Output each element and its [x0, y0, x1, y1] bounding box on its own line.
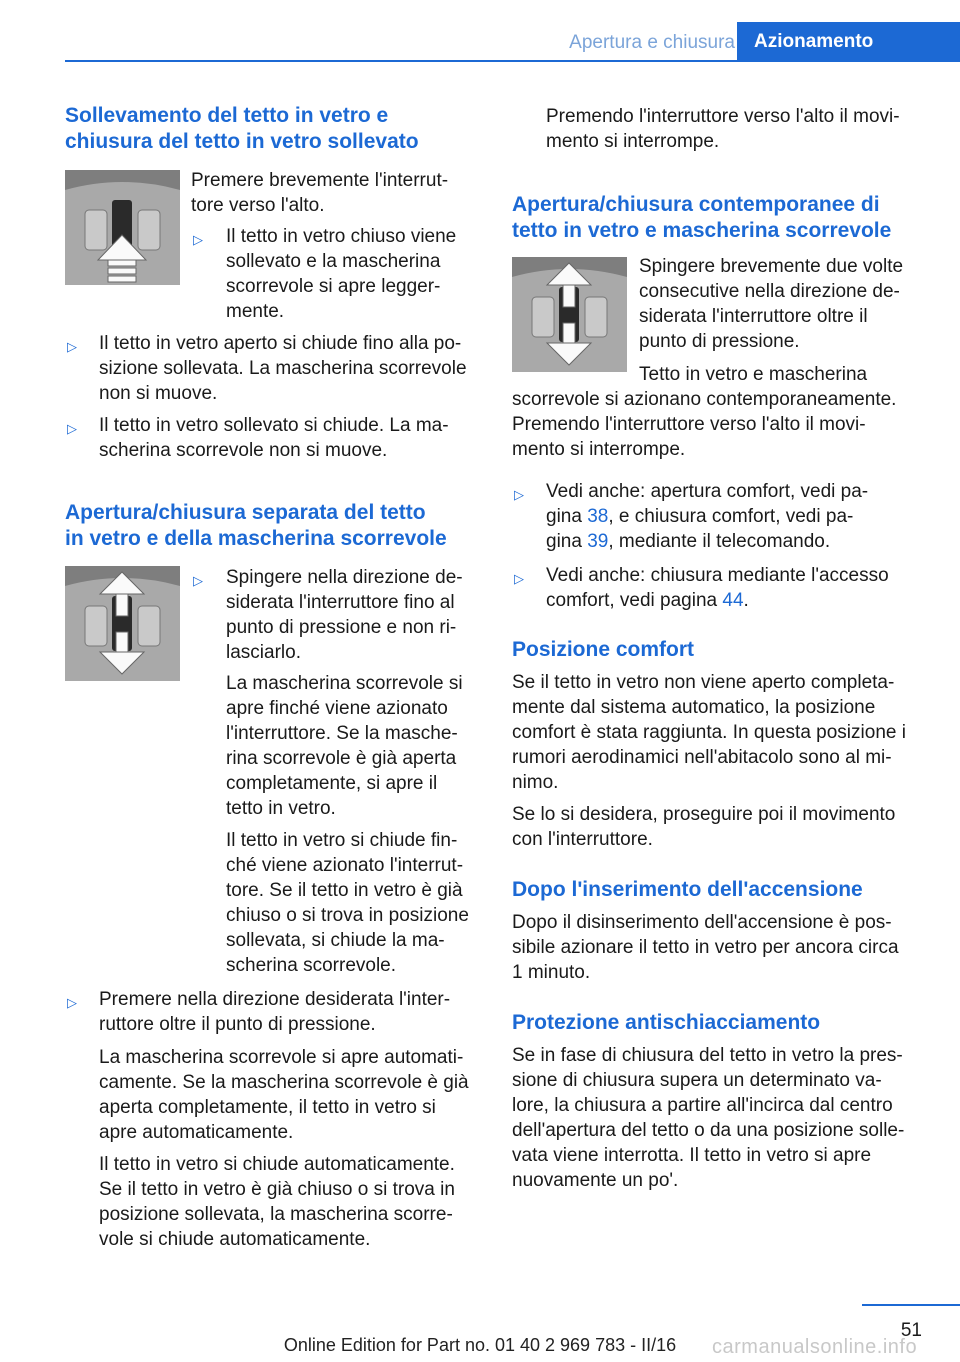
page-link[interactable]: 44 — [722, 590, 744, 611]
bullet-icon: ▷ — [67, 995, 77, 1010]
bullet-text: Spingere nella direzione de‐ siderata l'interruttore fino al punto di pressione e non ri‐ lasciarlo. — [226, 567, 463, 663]
paragraph: Se il tetto in vetro non viene aperto completa‐ mente dal sistema automatico, la posizione comfort è stata raggiunta. In questa posizione i rumori aerodinamici nell'abitacolo sono al mi‐ nimo. — [512, 672, 906, 793]
watermark: carmanualsonline.info — [712, 1336, 918, 1358]
page-number-rule — [862, 1304, 960, 1306]
heading-raise-glass-roof: Sollevamento del tetto in vetro e chiusura del tetto in vetro sollevato — [65, 104, 419, 153]
bullet-text: Premere nella direzione desiderata l'inter‐ ruttore oltre il punto di pressione. — [99, 989, 451, 1035]
bullet-icon: ▷ — [67, 421, 77, 436]
bullet-continuation: Il tetto in vetro si chiude automaticamente. Se il tetto in vetro è già chiuso o si trova in posizione sollevata, la mascherina scorre‐ vole si chiude automaticamente. — [99, 1154, 455, 1250]
header-chapter-tab: Azionamento — [737, 22, 960, 62]
paragraph: Se lo si desidera, proseguire poi il movimento con l'interruttore. — [512, 804, 896, 850]
paragraph: Spingere brevemente due volte consecutive nella direzione de‐ siderata l'interruttore oltre il punto di pressione. — [639, 256, 904, 352]
switch-up-down-image — [65, 566, 180, 681]
bullet-text: Il tetto in vetro aperto si chiude fino alla po‐ sizione sollevata. La mascherina scorrevole non si muove. — [99, 333, 467, 404]
switch-up-image — [65, 170, 180, 285]
heading-separate-open-close: Apertura/chiusura separata del tetto in vetro e della mascherina scorrevole — [65, 501, 447, 550]
page-number: 51 — [900, 1320, 922, 1341]
paragraph: Se in fase di chiusura del tetto in vetro la pres‐ sione di chiusura supera un determinato va‐ lore, la chiusura a partire all'incirca dal centro dell'apertura del tetto o da una posizione solle‐ vata viene interrotta. Il tetto in vetro si apre nuovamente un po'. — [512, 1045, 905, 1191]
paragraph: scorrevole si azionano contemporaneamente. Premendo l'interruttore verso l'alto il movi‐ mento si interrompe. — [512, 389, 897, 460]
footer-edition: Online Edition for Part no. 01 40 2 969 783 - II/16 — [283, 1335, 677, 1355]
heading-simultaneous-open-close: Apertura/chiusura contemporanee di tetto in vetro e mascherina scorrevole — [512, 193, 892, 242]
bullet-text: Vedi anche: apertura comfort, vedi pa‐ gina 38, e chiusura comfort, vedi pa‐ gina 39, mediante il telecomando. — [546, 481, 869, 552]
bullet-icon: ▷ — [193, 232, 203, 247]
header-section-title: Apertura e chiusura — [569, 32, 735, 53]
bullet-text: Il tetto in vetro sollevato si chiude. La ma‐ scherina scorrevole non si muove. — [99, 415, 449, 461]
bullet-text: Il tetto in vetro chiuso viene sollevato e la mascherina scorrevole si apre legger‐ mente. — [226, 226, 457, 322]
heading-after-ignition: Dopo l'inserimento dell'accensione — [512, 878, 863, 901]
bullet-icon: ▷ — [514, 571, 524, 586]
bullet-icon: ▷ — [193, 573, 203, 588]
header-rule — [65, 60, 960, 62]
switch-up-down-image — [512, 257, 627, 372]
heading-pinch-protection: Protezione antischiacciamento — [512, 1011, 821, 1034]
paragraph: Premendo l'interruttore verso l'alto il movi‐ mento si interrompe. — [546, 106, 900, 152]
bullet-text: Vedi anche: chiusura mediante l'accesso comfort, vedi pagina 44. — [546, 565, 889, 611]
bullet-continuation: La mascherina scorrevole si apre finché viene azionato l'interruttore. Se la masche‐ rina scorrevole è già aperta completamente, si apre il tetto in vetro. — [226, 673, 463, 819]
bullet-continuation: Il tetto in vetro si chiude fin‐ ché viene azionato l'interrut‐ tore. Se il tetto in vetro è già chiuso o si trova in posizione sollevata, si chiude la ma‐ scherina scorrevole. — [226, 830, 469, 976]
bullet-icon: ▷ — [514, 487, 524, 502]
page-link[interactable]: 38 — [587, 506, 609, 527]
page-link[interactable]: 39 — [587, 531, 609, 552]
bullet-continuation: La mascherina scorrevole si apre automati‐ camente. Se la mascherina scorrevole è già aperta completamente, il tetto in vetro si apre automaticamente. — [99, 1047, 469, 1143]
paragraph: Tetto in vetro e mascherina — [639, 364, 868, 385]
intro-text: Premere brevemente l'interrut‐ tore verso l'alto. — [191, 170, 449, 216]
heading-comfort-position: Posizione comfort — [512, 638, 695, 661]
paragraph: Dopo il disinserimento dell'accensione è pos‐ sibile azionare il tetto in vetro per ancora circa 1 minuto. — [512, 912, 899, 983]
bullet-icon: ▷ — [67, 339, 77, 354]
